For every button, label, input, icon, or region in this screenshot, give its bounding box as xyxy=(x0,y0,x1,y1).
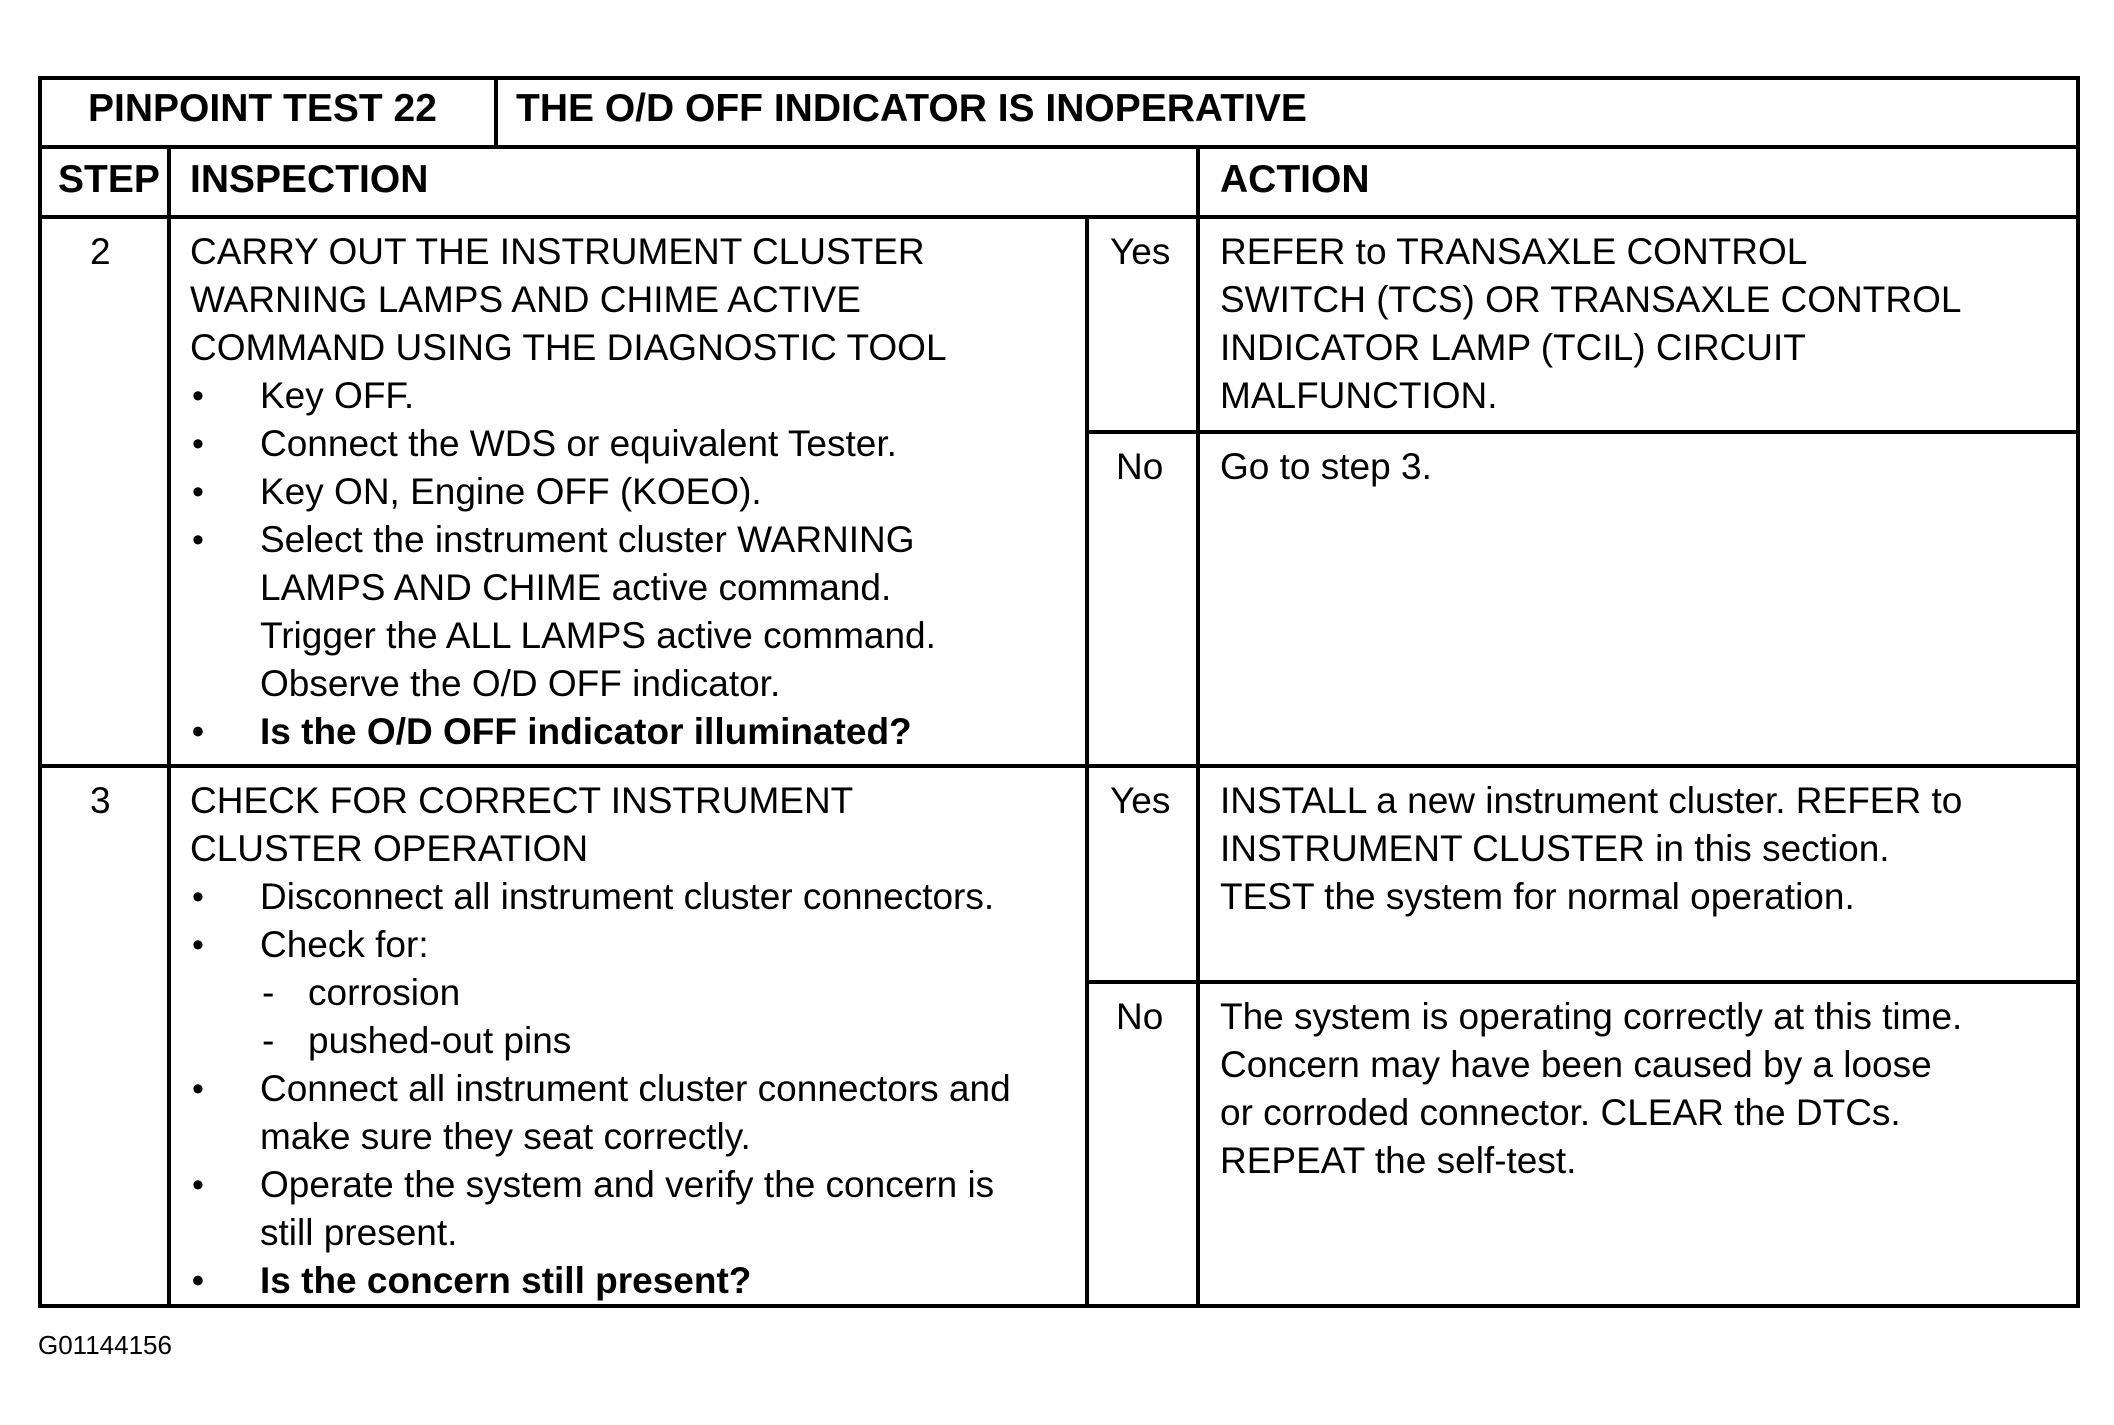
checklist-item: • Is the concern still present? xyxy=(190,1257,1011,1305)
test-label: PINPOINT TEST 22 xyxy=(88,87,437,130)
action-line: INSTALL a new instrument cluster. REFER to xyxy=(1220,780,1963,821)
rule-action-column xyxy=(1196,145,1200,1308)
answer-yes-label: Yes xyxy=(1110,780,1171,821)
action-line: TEST the system for normal operation. xyxy=(1220,876,1855,917)
column-header-step: STEP xyxy=(58,158,160,201)
step-number: 2 xyxy=(90,231,111,272)
action-line: INSTRUMENT CLUSTER in this section. xyxy=(1220,828,1890,869)
heading-line: COMMAND USING THE DIAGNOSTIC TOOL xyxy=(190,327,947,368)
checklist-item: • Disconnect all instrument cluster connectors. xyxy=(190,873,1011,921)
heading-line: CLUSTER OPERATION xyxy=(190,828,589,869)
checklist-item: Trigger the ALL LAMPS active command. xyxy=(260,615,936,656)
action-line: Concern may have been caused by a loose xyxy=(1220,1044,1932,1085)
checklist-item: LAMPS AND CHIME active command. xyxy=(260,567,892,608)
checklist-item: - pushed-out pins xyxy=(190,1017,1011,1065)
answer-no-label: No xyxy=(1116,446,1164,487)
action-line: or corroded connector. CLEAR the DTCs. xyxy=(1220,1092,1901,1133)
action-line: INDICATOR LAMP (TCIL) CIRCUIT xyxy=(1220,327,1806,368)
checklist-item: • Is the O/D OFF indicator illuminated? xyxy=(190,708,936,756)
no-action xyxy=(1220,993,1962,1185)
action-line: MALFUNCTION. xyxy=(1220,375,1498,416)
inspection-checklist xyxy=(190,372,936,756)
heading-line: CHECK FOR CORRECT INSTRUMENT xyxy=(190,780,854,821)
action-line: REPEAT the self-test. xyxy=(1220,1140,1577,1181)
yes-action xyxy=(1220,777,1962,921)
checklist-item: • Connect all instrument cluster connectors and xyxy=(190,1065,1011,1113)
answer-no-label: No xyxy=(1116,996,1164,1037)
checklist-item: make sure they seat correctly. xyxy=(260,1116,751,1157)
yes-action xyxy=(1220,228,1961,420)
checklist-item: still present. xyxy=(260,1212,458,1253)
rule-row2-yes-no xyxy=(1085,430,2080,434)
column-header-inspection: INSPECTION xyxy=(190,158,429,201)
inspection-checklist xyxy=(190,873,1011,1305)
checklist-item: • Operate the system and verify the concern is xyxy=(190,1161,1011,1209)
checklist-item: • Key OFF. xyxy=(190,372,936,420)
rule-title-divider xyxy=(494,76,498,147)
rule-row3-yes-no xyxy=(1085,980,2080,984)
inspection-heading xyxy=(190,228,947,372)
checklist-item: • Check for: xyxy=(190,921,1011,969)
answer-yes-label: Yes xyxy=(1110,231,1171,272)
checklist-item: • Connect the WDS or equivalent Tester. xyxy=(190,420,936,468)
column-header-action: ACTION xyxy=(1220,158,1370,201)
figure-code: G01144156 xyxy=(38,1330,172,1360)
rule-step-column xyxy=(167,145,171,1308)
action-line: REFER to TRANSAXLE CONTROL xyxy=(1220,231,1808,272)
rule-under-columns xyxy=(38,215,2080,219)
no-action: Go to step 3. xyxy=(1220,446,1432,487)
heading-line: CARRY OUT THE INSTRUMENT CLUSTER xyxy=(190,231,925,272)
checklist-item: • Select the instrument cluster WARNING xyxy=(190,516,936,564)
action-line: SWITCH (TCS) OR TRANSAXLE CONTROL xyxy=(1220,279,1962,320)
rule-answer-column xyxy=(1085,215,1089,1308)
heading-line: WARNING LAMPS AND CHIME ACTIVE xyxy=(190,279,861,320)
checklist-item: Observe the O/D OFF indicator. xyxy=(260,663,781,704)
action-line: The system is operating correctly at this time. xyxy=(1220,996,1963,1037)
rule-between-rows xyxy=(38,764,2080,768)
step-number: 3 xyxy=(90,780,111,821)
rule-under-title xyxy=(38,145,2080,149)
checklist-item: - corrosion xyxy=(190,969,1011,1017)
test-title: THE O/D OFF INDICATOR IS INOPERATIVE xyxy=(516,87,1307,130)
inspection-heading xyxy=(190,777,853,873)
checklist-item: • Key ON, Engine OFF (KOEO). xyxy=(190,468,936,516)
